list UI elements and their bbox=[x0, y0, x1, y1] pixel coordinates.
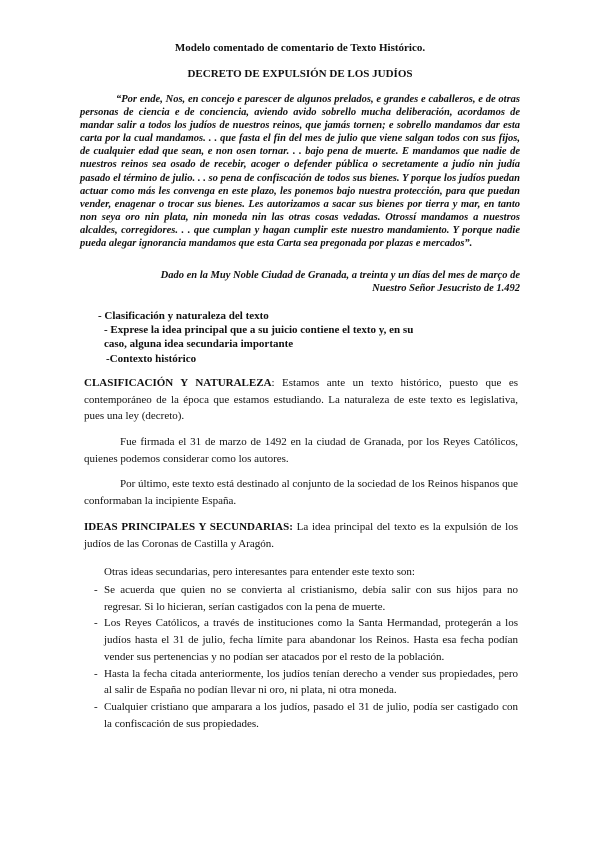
bullet-dash: - bbox=[94, 667, 98, 680]
question-3: -Contexto histórico bbox=[106, 352, 197, 365]
document-title: Modelo comentado de comentario de Texto Histórico. bbox=[174, 42, 426, 54]
decree-title: DECRETO DE EXPULSIÓN DE LOS JUDÍOS bbox=[187, 68, 413, 80]
signed-paragraph: Fue firmada el 31 de marzo de 1492 en la ciudad de Granada, por los Reyes Católicos, quienes podemos considerar como los autores. bbox=[84, 436, 518, 465]
secondary-ideas-list bbox=[84, 582, 518, 732]
bullet-dash: - bbox=[94, 700, 98, 713]
classification-text: : Estamos ante un texto histórico, puesto que es contemporáneo de la época que estamos estudiando. La naturaleza de este texto es legislativa, pues una ley (decreto). bbox=[84, 377, 518, 423]
bullet-dash: - bbox=[94, 584, 98, 596]
secondary-intro: Otras ideas secundarias, pero interesantes para entender este texto son: bbox=[104, 566, 415, 578]
dated-line-1: Dado en la Muy Noble Ciudad de Granada, a treinta y un días del mes de março de bbox=[160, 270, 520, 281]
bullet-dash: - bbox=[94, 617, 98, 630]
list-item-text: Se acuerda que quien no se convierta al cristianismo, debía salir con sus hijos para no regresar. Si lo hicieran, serían castigados con la pena de muerte. bbox=[104, 584, 518, 613]
ideas-paragraph bbox=[84, 519, 518, 552]
list-item bbox=[84, 666, 518, 699]
list-item bbox=[84, 699, 518, 732]
list-item-text: Hasta la fecha citada anteriormente, los judíos tenían derecho a vender sus propiedades, pero al salir de España no podían llevar ni oro, ni plata, ni otra moneda. bbox=[104, 667, 518, 697]
question-1: - Clasificación y naturaleza del texto bbox=[98, 310, 269, 322]
question-2: - Exprese la idea principal que a su juicio contiene el texto y, en su bbox=[104, 324, 414, 337]
classification-paragraph bbox=[84, 375, 518, 425]
ideas-text: La idea principal del texto es la expulsión de los judíos de las Coronas de Castilla y Aragón. bbox=[84, 521, 518, 550]
decree-text: “Por ende, Nos, en concejo e parescer de algunos prelados, e grandes e caballeros, e de otras personas de ciencia e de conciencia, aviendo avido sobrello mucha deliberación, acordamos de mandar salir a todos los judíos de nuestros reinos, que jamás tornen; e sobrello mandamos dar esta carta por la cual mandamos. . . que fasta el fin del mes de julio que viene salgan todos con sus fijos, de cualquier edad que sean, e non osen tornar. . . bajo pena de muerte. E mandamos que nadie de nuestros reinos sea osado de recebir, acoger o defender pública o secretamente a judío nin judía pasado el término de julio. . . so pena de confiscación de todos sus bienes. Y porque los judíos puedan actuar como más les convenga en este plazo, les ponemos bajo nuestra protección, para que puedan vender, enagenar o trocar sus bienes. Les autorizamos a sacar sus bienes por tierra y mar, en tanto non seya oro nin plata, nin moneda nin las otras cosas vedadas. Otrossí mandamos a nuestros alcaldes, corregidores. . . que cumplan y hagan cumplir este nuestro mandamiento. Y porque nadie pueda alegar ignorancia mandamos que esta Carta sea pregonada por plazas e mercados”. bbox=[80, 94, 520, 250]
classification-heading: CLASIFICACIÓN Y NATURALEZA bbox=[84, 377, 272, 389]
dated-line-2: Nuestro Señor Jesucristo de 1.492 bbox=[372, 283, 520, 295]
questions-list bbox=[98, 309, 498, 366]
list-item-text: Los Reyes Católicos, a través de instituciones como la Santa Hermandad, protegerán a los judíos hasta el 31 de julio, fecha límite para abandonar los Reinos. Hasta esa fecha podían vender sus pertenencias y no podían ser atacados por el resto de la población. bbox=[104, 617, 518, 663]
decree-dated bbox=[80, 269, 520, 295]
destination-paragraph: Por último, este texto está destinado al conjunto de la sociedad de los Reinos hispanos que conformaban la incipiente España. bbox=[84, 478, 518, 507]
list-item bbox=[84, 615, 518, 665]
question-2-cont: caso, alguna idea secundaria importante bbox=[104, 338, 294, 351]
decree-quote bbox=[80, 93, 520, 250]
ideas-heading: IDEAS PRINCIPALES Y SECUNDARIAS: bbox=[84, 521, 293, 533]
list-item bbox=[84, 582, 518, 615]
list-item-text: Cualquier cristiano que amparara a los judíos, pasado el 31 de julio, podía ser castigado con la confiscación de sus propiedades. bbox=[104, 700, 518, 730]
